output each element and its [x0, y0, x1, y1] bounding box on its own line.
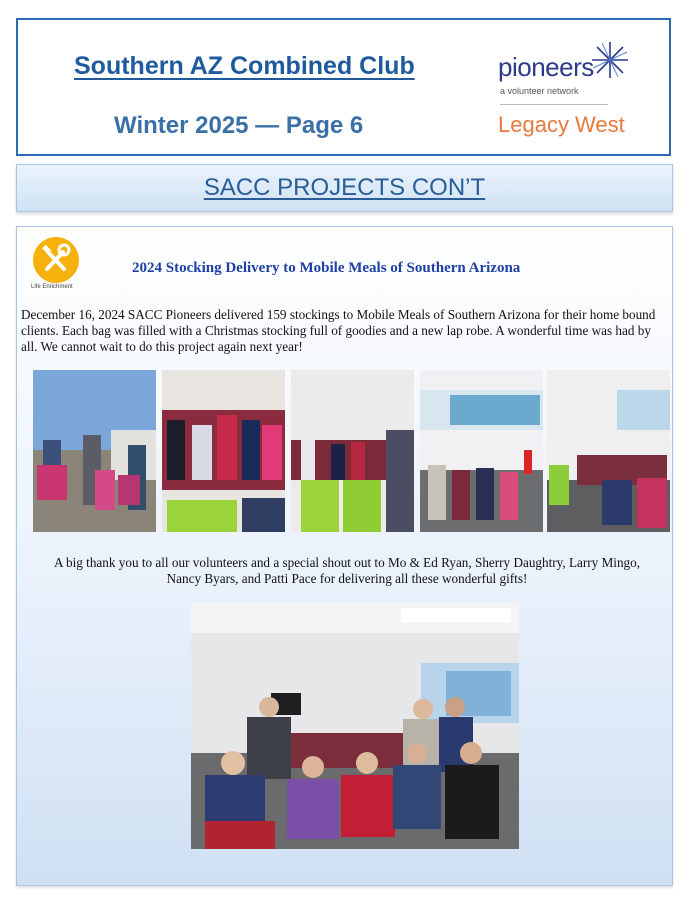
- story-body: December 16, 2024 SACC Pioneers delivered 159 stockings to Mobile Meals of Southern Arizona for their home bound clients. Each bag was filled with a Christmas stocking full of goodies and a new lap robe. A wonderful time was had by all. We cannot wait to do this project again next year!: [21, 307, 656, 354]
- tools-icon: [33, 237, 79, 283]
- logo-divider: [500, 104, 608, 105]
- badge-label: Life Enrichment: [31, 284, 73, 290]
- section-title: SACC PROJECTS CON’T: [203, 174, 486, 201]
- photo-hall-overview: [547, 370, 670, 532]
- pioneers-logo: [498, 40, 648, 150]
- club-title: Southern AZ Combined Club: [74, 52, 415, 80]
- photo-volunteers-loading: [291, 370, 414, 532]
- photo-strip: [33, 370, 673, 532]
- story-title: 2024 Stocking Delivery to Mobile Meals of Southern Arizona: [132, 260, 521, 276]
- newsletter-header: [16, 18, 671, 156]
- story-panel: [16, 226, 673, 886]
- life-enrichment-badge: [33, 237, 79, 283]
- photo-stocking-bags: [162, 370, 285, 532]
- logo-region: Legacy West: [498, 112, 625, 137]
- section-banner: [16, 164, 673, 212]
- logo-brand: pioneers: [498, 52, 594, 82]
- group-photo: [191, 603, 519, 849]
- logo-tagline: a volunteer network: [500, 86, 579, 96]
- photo-parking-lot: [33, 370, 156, 532]
- star-burst-icon: [590, 40, 630, 80]
- issue-title: Winter 2025 — Page 6: [114, 112, 364, 139]
- thanks-text: A big thank you to all our volunteers and a special shout out to Mo & Ed Ryan, Sherry Daughtry, Larry Mingo, Nancy Byars, and Patti Pace for delivering all these wonderful gifts!: [53, 555, 641, 586]
- photo-mural-room: [420, 370, 543, 532]
